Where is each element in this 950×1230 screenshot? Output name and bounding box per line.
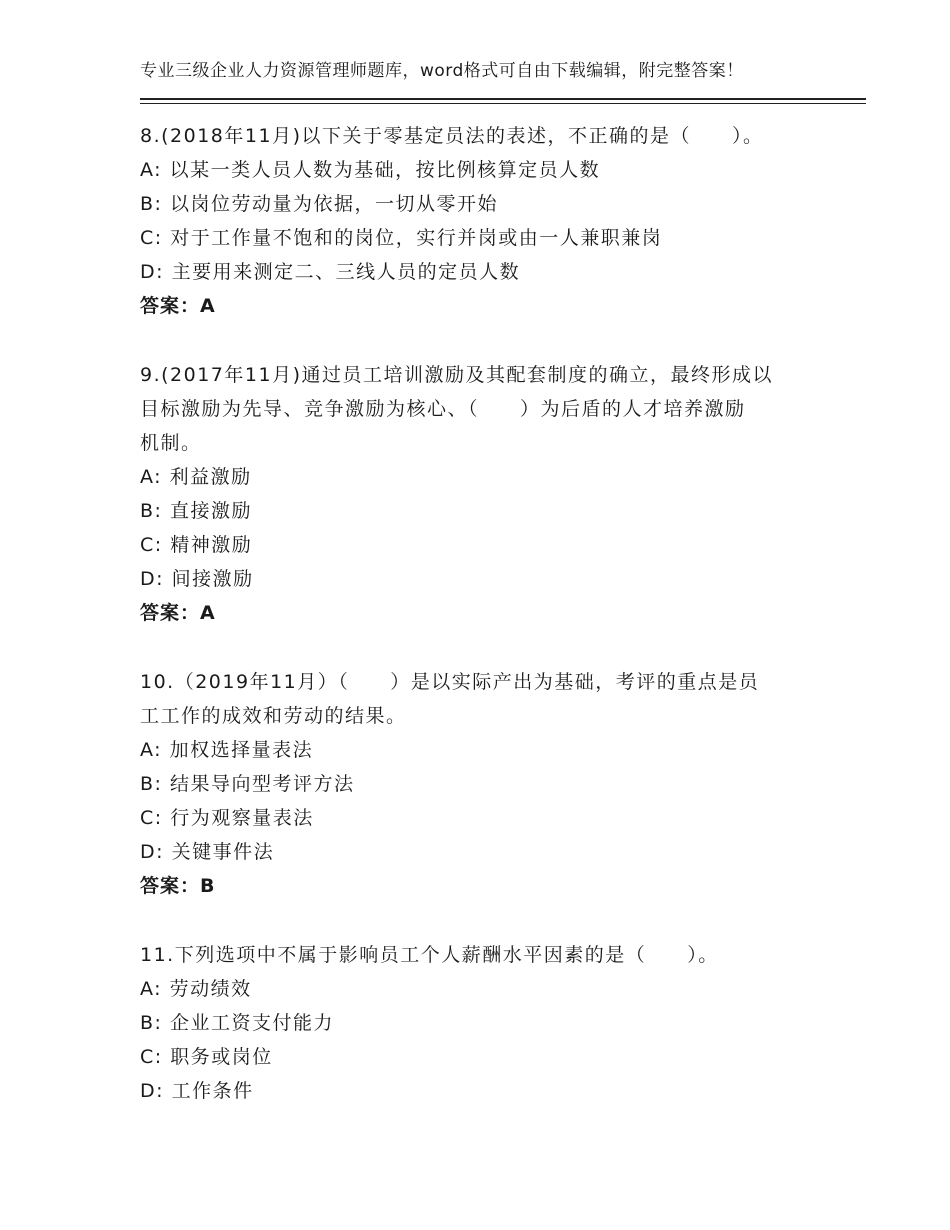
question-9-stem-line-3: 机制。 bbox=[140, 432, 202, 454]
header-divider-thin bbox=[140, 103, 866, 104]
question-10-option-d: D: 关键事件法 bbox=[140, 841, 275, 863]
question-10-answer: 答案：B bbox=[140, 875, 216, 897]
question-10-option-b: B: 结果导向型考评方法 bbox=[140, 773, 355, 795]
question-11-option-b: B: 企业工资支付能力 bbox=[140, 1012, 334, 1034]
question-11-option-a: A: 劳动绩效 bbox=[140, 978, 252, 1000]
question-10-option-a: A: 加权选择量表法 bbox=[140, 739, 314, 761]
question-11-stem: 11.下列选项中不属于影响员工个人薪酬水平因素的是（ ）。 bbox=[140, 944, 719, 966]
question-9-option-b: B: 直接激励 bbox=[140, 500, 252, 522]
question-10-stem-line-1: 10.（2019年11月）（ ）是以实际产出为基础，考评的重点是员 bbox=[140, 671, 760, 693]
header-divider-thick bbox=[140, 98, 866, 100]
question-9-option-c: C: 精神激励 bbox=[140, 534, 253, 556]
question-11-option-c: C: 职务或岗位 bbox=[140, 1046, 273, 1068]
question-9-option-a: A: 利益激励 bbox=[140, 466, 252, 488]
question-8-answer: 答案：A bbox=[140, 295, 216, 317]
question-11-option-d: D: 工作条件 bbox=[140, 1080, 254, 1102]
page-header: 专业三级企业人力资源管理师题库，word格式可自由下载编辑，附完整答案！ bbox=[140, 61, 744, 81]
question-9-stem-line-2: 目标激励为先导、竞争激励为核心、（ ）为后盾的人才培养激励 bbox=[140, 398, 746, 420]
question-9-option-d: D: 间接激励 bbox=[140, 568, 254, 590]
question-8-option-a: A: 以某一类人员人数为基础，按比例核算定员人数 bbox=[140, 159, 601, 181]
question-10-stem-line-2: 工工作的成效和劳动的结果。 bbox=[140, 705, 407, 727]
question-8-option-b: B: 以岗位劳动量为依据，一切从零开始 bbox=[140, 193, 498, 215]
question-8-stem: 8.(2018年11月)以下关于零基定员法的表述，不正确的是（ ）。 bbox=[140, 125, 764, 147]
question-8-option-d: D: 主要用来测定二、三线人员的定员人数 bbox=[140, 261, 521, 283]
question-9-stem-line-1: 9.(2017年11月)通过员工培训激励及其配套制度的确立，最终形成以 bbox=[140, 364, 773, 386]
question-9-answer: 答案：A bbox=[140, 602, 216, 624]
question-10-option-c: C: 行为观察量表法 bbox=[140, 807, 314, 829]
question-8-option-c: C: 对于工作量不饱和的岗位，实行并岗或由一人兼职兼岗 bbox=[140, 227, 663, 249]
